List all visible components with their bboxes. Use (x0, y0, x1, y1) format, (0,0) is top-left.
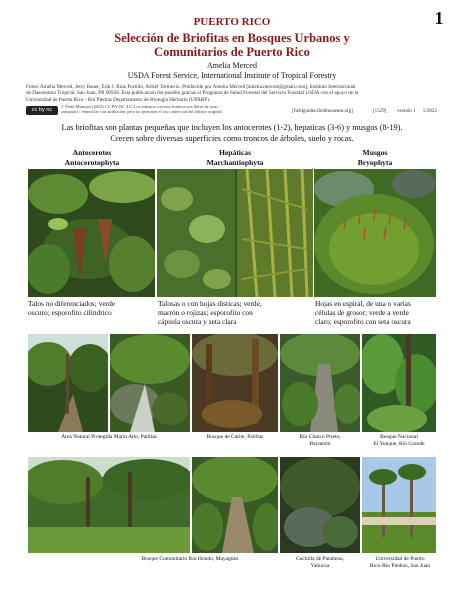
date: 5/2023 (423, 109, 437, 114)
cc-by-nc-icon: cc by nc (26, 106, 58, 115)
group-division: Bryophyta (357, 157, 393, 167)
region-label: PUERTO RICO (193, 16, 271, 28)
group-description-hepaticas (158, 299, 314, 327)
photo-hornwort (28, 169, 155, 297)
organization: USDA Forest Service, International Institute of Tropical Forestry (127, 71, 337, 80)
photo-moss (314, 169, 436, 297)
title-line-2: Comunitarios de Puerto Rico (154, 45, 310, 59)
photo-el-yunque (362, 334, 436, 432)
caption-line: Bosque de Carite, Patillas (206, 434, 264, 440)
intro-text (20, 123, 444, 144)
caption-line: Río Charco Prieto, (299, 434, 341, 440)
caption-line: Universidad de Puerto (375, 556, 425, 562)
caption-carite (192, 434, 278, 441)
desc-line: Hojas en espiral, de una o varias (315, 299, 411, 308)
guide-id: [1529] (373, 109, 387, 114)
desc-line: oscuro; esporofito cilíndrico (28, 308, 112, 318)
author: Amelia Merced (207, 61, 257, 70)
license-text (61, 104, 291, 115)
group-division: Marchantiophyta (206, 157, 264, 167)
photo-rio-hondo-1 (28, 457, 190, 553)
license-line: © Field Museum (2023) CC BY-NC 4.0. Los trabajos con esta licencia son libres de usar / (61, 104, 220, 109)
desc-line: marrón o rojizas; esporofito con (158, 308, 253, 318)
caption-uprrp (362, 556, 438, 570)
group-division: Antocerotophyta (64, 157, 120, 167)
caption-rio-hondo (90, 556, 290, 563)
caption-line: Cuchilla de Panduras, (295, 556, 345, 562)
group-heading-musgos (314, 148, 436, 167)
credits (26, 84, 446, 103)
intro-line: Las briofitas son plantas pequeñas que incluyen los antocerotes (1-2), hepaticas (3-6) y musgos (8-19). (61, 123, 403, 132)
desc-line: células de grosor; verde a verde (315, 308, 409, 318)
photo-uprrp (362, 457, 436, 553)
site-link[interactable]: [fieldguides.fieldmuseum.org] (292, 109, 353, 114)
caption-line: Bosque Nacional (380, 434, 418, 440)
caption-marin-alto (28, 434, 190, 441)
group-heading-antocerotes (28, 148, 156, 167)
caption-line: El Yunque, Río Grande (373, 440, 425, 447)
caption-line: Bosque Comunitario Río Hondo, Mayagüez (141, 556, 239, 562)
license-line: compartir / remezclar con atribución, pero no permiten el uso comercial del trabajo original. (61, 109, 223, 115)
caption-line: Rico-Río Piedras, San Juan (369, 562, 431, 569)
photo-marin-alto-1 (28, 334, 108, 432)
desc-line: Talos no diferenciados; verde (28, 299, 116, 308)
credits-line: Fotos: Amelia Merced, Jerry Bauer, Erik J. Ruiz Portillo, Adriel Tormecio. Producido por Amelia Merced [amelia.merced@gmail.com], Instituto Internacional (26, 84, 356, 90)
intro-line: Crecen sobre diversas superficies como troncos de árboles, suelo y rocas. (110, 133, 354, 143)
photo-liverwort (157, 169, 313, 297)
photo-charco-prieto (280, 334, 360, 432)
photo-carite (192, 334, 278, 432)
caption-line: Yabucoa (310, 562, 330, 569)
group-description-antocerotes (28, 299, 156, 317)
group-common-name: Musgos (362, 148, 388, 157)
group-common-name: Hepáticas (218, 148, 252, 157)
version: versión 1 (397, 109, 416, 114)
caption-line: Área Natural Protegida Marín Alto, Patillas (61, 434, 157, 440)
credits-line: Universidad de Puerto Rico - Río Piedras Departamento de Biología Herbario (UPRRP). (26, 96, 211, 103)
group-common-name: Antocerotes (72, 148, 112, 157)
page-number: 1 (434, 8, 444, 28)
caption-charco-prieto (280, 434, 360, 448)
photo-panduras (280, 457, 360, 553)
caption-el-yunque (362, 434, 436, 448)
caption-panduras (280, 556, 360, 570)
group-description-musgos (315, 299, 437, 327)
title-line-1: Selección de Briofitas en Bosques Urbanos y (114, 31, 350, 45)
desc-line: claro; esporofito con seta oscura (315, 317, 411, 327)
group-heading-hepaticas (157, 148, 313, 167)
credits-line: de Dasonomía Tropical, San Juan, PR 00926. Esta publicación fue posible gracias al Programa de Salud Forestal del Servicio Forestal USDA con el apoyo de la (26, 90, 359, 97)
photo-rio-hondo-2 (192, 457, 278, 553)
photo-marin-alto-2 (110, 334, 190, 432)
caption-line: Bayamón (309, 440, 331, 447)
desc-line: Talosas o con hojas disticas; verde, (158, 299, 262, 308)
desc-line: cápsula oscura y seta clara (158, 317, 237, 327)
